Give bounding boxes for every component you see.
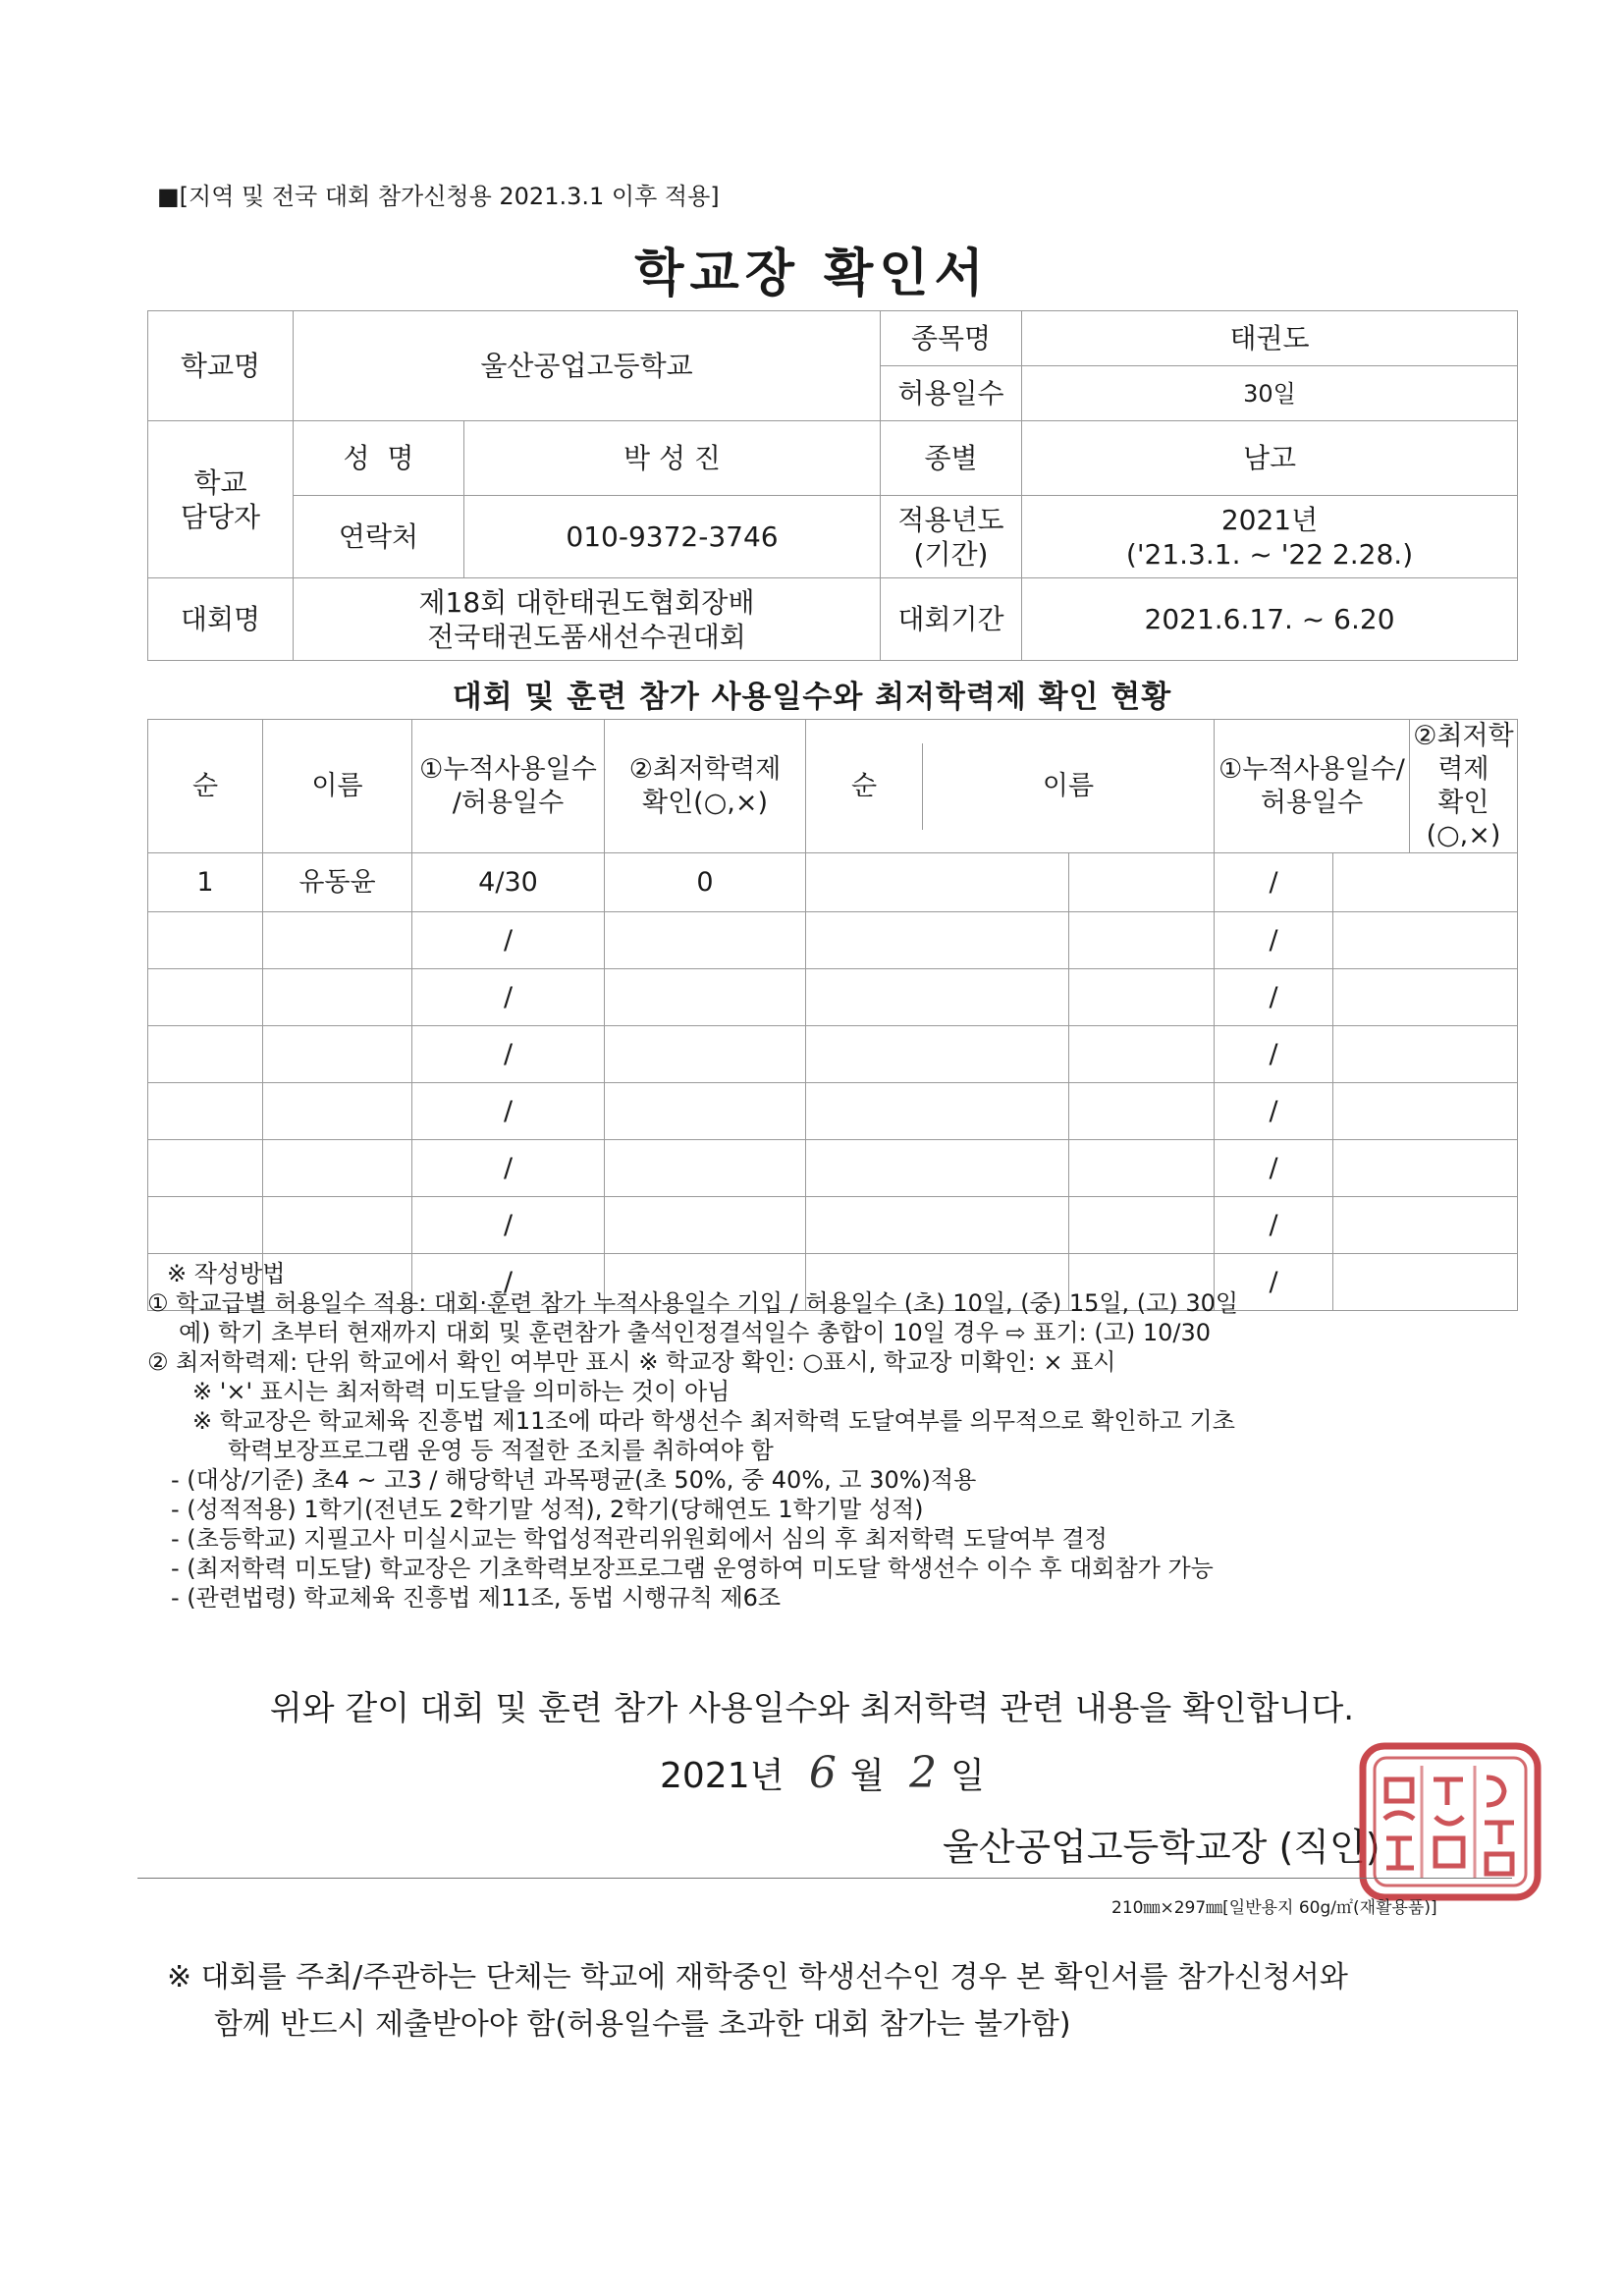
cell-days: / bbox=[412, 969, 605, 1026]
cell-days-r: / bbox=[1215, 1197, 1333, 1254]
cell-no-r bbox=[806, 912, 1069, 969]
cell-name-r bbox=[1069, 1083, 1215, 1140]
roster-body bbox=[148, 853, 1518, 1311]
year-label-line-2: (기간) bbox=[913, 537, 989, 571]
table-row bbox=[148, 1140, 1518, 1197]
table-row bbox=[148, 1083, 1518, 1140]
contact-value: 010-9372-3746 bbox=[464, 496, 881, 578]
header-name-right-label: 이름 bbox=[1042, 770, 1095, 801]
cell-days: / bbox=[412, 912, 605, 969]
cell-days-r: / bbox=[1215, 1026, 1333, 1083]
cell-days: 4/30 bbox=[412, 853, 605, 912]
issue-date bbox=[660, 1748, 985, 1798]
header-check-right-cell bbox=[1410, 720, 1518, 852]
roster-header-row bbox=[148, 720, 1518, 853]
roster-table bbox=[147, 719, 1518, 1311]
method-heading: ※ 작성방법 bbox=[167, 1260, 286, 1287]
header-days-right-cell bbox=[1215, 720, 1410, 852]
cell-days-r: / bbox=[1215, 1254, 1333, 1311]
table-row bbox=[148, 1197, 1518, 1254]
cell-no bbox=[148, 1083, 263, 1140]
confirmation-statement: 위와 같이 대회 및 훈련 참가 사용일수와 최저학력 관련 내용을 확인합니다. bbox=[269, 1689, 1355, 1728]
allowed-days-value: 30일 bbox=[1022, 366, 1518, 421]
cell-name-r bbox=[1069, 1140, 1215, 1197]
cell-no-r bbox=[806, 1083, 1069, 1140]
cell-name bbox=[263, 1083, 412, 1140]
header-check-line-2: 확인(○,×) bbox=[642, 787, 768, 818]
manager-label bbox=[148, 421, 294, 578]
cell-no: 1 bbox=[148, 853, 263, 912]
cell-name bbox=[263, 1026, 412, 1083]
name-label: 성 명 bbox=[294, 421, 464, 496]
bottom-divider bbox=[137, 1878, 1512, 1879]
cell-no-r bbox=[806, 1140, 1069, 1197]
cell-no-r bbox=[806, 853, 1069, 912]
cell-check-r bbox=[1333, 1197, 1518, 1254]
table-row bbox=[148, 853, 1518, 912]
year-label-line-1: 적용년도 bbox=[897, 503, 1004, 536]
manager-label-line-1: 학교 bbox=[193, 465, 247, 499]
cell-no bbox=[148, 1026, 263, 1083]
header-right-inner-2 bbox=[1215, 720, 1517, 852]
header-check-right-line-1: ②최저학력제 bbox=[1413, 721, 1514, 785]
paper-spec: 210㎜×297㎜[일반용지 60g/㎡(재활용품)] bbox=[1111, 1898, 1437, 1918]
cell-check bbox=[605, 1197, 806, 1254]
cell-days-r: / bbox=[1215, 1083, 1333, 1140]
header-days-line-2: /허용일수 bbox=[452, 787, 565, 818]
cell-no bbox=[148, 969, 263, 1026]
cell-check bbox=[605, 1083, 806, 1140]
cell-no-r bbox=[806, 969, 1069, 1026]
division-label: 종별 bbox=[881, 421, 1022, 496]
year-value-line-2: ('21.3.1. ~ '22 2.28.) bbox=[1125, 537, 1414, 571]
cell-name-r bbox=[1069, 969, 1215, 1026]
header-check bbox=[605, 720, 806, 853]
header-days-line-1: ①누적사용일수 bbox=[419, 753, 597, 785]
cell-days: / bbox=[412, 1140, 605, 1197]
manager-label-line-2: 담당자 bbox=[180, 500, 261, 533]
event-label: 종목명 bbox=[881, 311, 1022, 366]
section-title: 대회 및 훈련 참가 사용일수와 최저학력제 확인 현황 bbox=[452, 680, 1172, 715]
cell-check-r bbox=[1333, 912, 1518, 969]
cell-days-r: / bbox=[1215, 853, 1333, 912]
period-value: 2021.6.17. ~ 6.20 bbox=[1022, 578, 1518, 661]
table-row bbox=[148, 1026, 1518, 1083]
header-no-right: 순 bbox=[806, 743, 923, 830]
event-value: 태권도 bbox=[1022, 311, 1518, 366]
header-days-right-line-2: 허용일수 bbox=[1260, 787, 1364, 818]
method-line-9: - (초등학교) 지필고사 미실시교는 학업성적관리위원회에서 심의 후 최저학력 도달여부 결정 bbox=[171, 1525, 1108, 1553]
cell-days-r: / bbox=[1215, 912, 1333, 969]
cell-no bbox=[148, 1140, 263, 1197]
cell-days: / bbox=[412, 1083, 605, 1140]
cell-no bbox=[148, 1197, 263, 1254]
competition-value bbox=[294, 578, 881, 661]
year-value-line-1: 2021년 bbox=[1220, 503, 1319, 536]
method-line-11: - (관련법령) 학교체육 진흥법 제11조, 동법 시행규칙 제6조 bbox=[171, 1584, 782, 1612]
header-days-right bbox=[1215, 720, 1518, 853]
cell-name-r bbox=[1069, 912, 1215, 969]
cell-check-r bbox=[1333, 1083, 1518, 1140]
year-value bbox=[1022, 496, 1518, 578]
cell-name-r bbox=[1069, 1197, 1215, 1254]
footer-note bbox=[167, 1954, 1542, 2049]
cell-name-r bbox=[1069, 853, 1215, 912]
cell-no bbox=[148, 912, 263, 969]
cell-check: 0 bbox=[605, 853, 806, 912]
method-line-10: - (최저학력 미도달) 학교장은 기초학력보장프로그램 운영하여 미도달 학생선수 이수 후 대회참가 가능 bbox=[171, 1555, 1214, 1582]
competition-value-line-1: 제18회 대한태권도협회장배 bbox=[418, 585, 755, 619]
footer-line-2: 함께 반드시 제출받아야 함(허용일수를 초과한 대회 참가는 불가함) bbox=[214, 2007, 1071, 2042]
cell-days: / bbox=[412, 1197, 605, 1254]
school-info-table bbox=[147, 310, 1518, 661]
cell-check bbox=[605, 912, 806, 969]
name-value: 박 성 진 bbox=[464, 421, 881, 496]
allowed-days-label: 허용일수 bbox=[881, 366, 1022, 421]
cell-name bbox=[263, 912, 412, 969]
cell-name bbox=[263, 1140, 412, 1197]
cell-check-r bbox=[1333, 969, 1518, 1026]
method-line-5: ※ 학교장은 학교체육 진흥법 제11조에 따라 학생선수 최저학력 도달여부를 의무적으로 확인하고 기초 bbox=[192, 1407, 1235, 1435]
date-year: 2021년 bbox=[660, 1756, 785, 1796]
footer-line-1: ※ 대회를 주최/주관하는 단체는 학교에 재학중인 학생선수인 경우 본 확인서를 참가신청서와 bbox=[167, 1960, 1348, 1995]
cell-name-r bbox=[1069, 1026, 1215, 1083]
cell-name bbox=[263, 1197, 412, 1254]
table-row bbox=[148, 912, 1518, 969]
cell-check bbox=[605, 969, 806, 1026]
competition-value-line-2: 전국태권도품새선수권대회 bbox=[427, 620, 746, 653]
form-usage-note: ■[지역 및 전국 대회 참가신청용 2021.3.1 이후 적용] bbox=[157, 183, 720, 210]
school-value: 울산공업고등학교 bbox=[294, 311, 881, 421]
header-days-right-line-1: ①누적사용일수/ bbox=[1218, 753, 1405, 785]
official-seal-icon bbox=[1357, 1740, 1543, 1903]
writing-method bbox=[147, 1259, 1542, 1613]
method-line-4: ※ '×' 표시는 최저학력 미도달을 의미하는 것이 아님 bbox=[192, 1378, 731, 1405]
cell-days-r: / bbox=[1215, 1140, 1333, 1197]
method-line-1: ① 학교급별 허용일수 적용: 대회·훈련 참가 누적사용일수 기입 / 허용일수 (초) 10일, (중) 15일, (고) 30일 bbox=[147, 1289, 1239, 1317]
cell-check-r bbox=[1333, 853, 1518, 912]
method-line-8: - (성적적용) 1학기(전년도 2학기말 성적), 2학기(당해연도 1학기말 성적) bbox=[171, 1496, 924, 1523]
division-value: 남고 bbox=[1022, 421, 1518, 496]
cell-check bbox=[605, 1026, 806, 1083]
cell-check-r bbox=[1333, 1026, 1518, 1083]
header-right-inner bbox=[806, 743, 1214, 830]
cell-days: / bbox=[412, 1026, 605, 1083]
page-title: 학교장 확인서 bbox=[634, 245, 990, 303]
cell-no-r bbox=[806, 1026, 1069, 1083]
competition-label: 대회명 bbox=[148, 578, 294, 661]
header-days bbox=[412, 720, 605, 853]
cell-no-r bbox=[806, 1197, 1069, 1254]
table-row bbox=[148, 969, 1518, 1026]
date-month-unit: 월 bbox=[849, 1756, 885, 1796]
header-check-line-1: ②최저학력제 bbox=[628, 753, 782, 785]
header-check-right-line-2: 확인(○,×) bbox=[1426, 787, 1501, 851]
date-day-unit: 일 bbox=[950, 1756, 985, 1796]
cell-days-r: / bbox=[1215, 969, 1333, 1026]
year-label bbox=[881, 496, 1022, 578]
header-name: 이름 bbox=[263, 720, 412, 853]
method-line-6: 학력보장프로그램 운영 등 적절한 조치를 취하여야 함 bbox=[228, 1437, 774, 1464]
period-label: 대회기간 bbox=[881, 578, 1022, 661]
principal-signature-line: 울산공업고등학교장 (직인) bbox=[943, 1826, 1380, 1869]
method-line-7: - (대상/기준) 초4 ~ 고3 / 해당학년 과목평균(초 50%, 중 40%, 고 30%)적용 bbox=[171, 1466, 977, 1494]
date-day-handwritten: 2 bbox=[909, 1748, 938, 1798]
cell-check bbox=[605, 1140, 806, 1197]
date-month-handwritten: 6 bbox=[808, 1748, 837, 1798]
cell-days: / bbox=[412, 1254, 605, 1311]
cell-name bbox=[263, 969, 412, 1026]
cell-check-r bbox=[1333, 1140, 1518, 1197]
school-label: 학교명 bbox=[148, 311, 294, 421]
cell-name: 유동윤 bbox=[263, 853, 412, 912]
header-name-right bbox=[806, 720, 1215, 853]
contact-label: 연락처 bbox=[294, 496, 464, 578]
header-no: 순 bbox=[148, 720, 263, 853]
method-line-2: 예) 학기 초부터 현재까지 대회 및 훈련참가 출석인정결석일수 총합이 10일 경우 ⇨ 표기: (고) 10/30 bbox=[179, 1319, 1212, 1346]
method-line-3: ② 최저학력제: 단위 학교에서 확인 여부만 표시 ※ 학교장 확인: ○표시, 학교장 미확인: × 표시 bbox=[147, 1348, 1116, 1376]
